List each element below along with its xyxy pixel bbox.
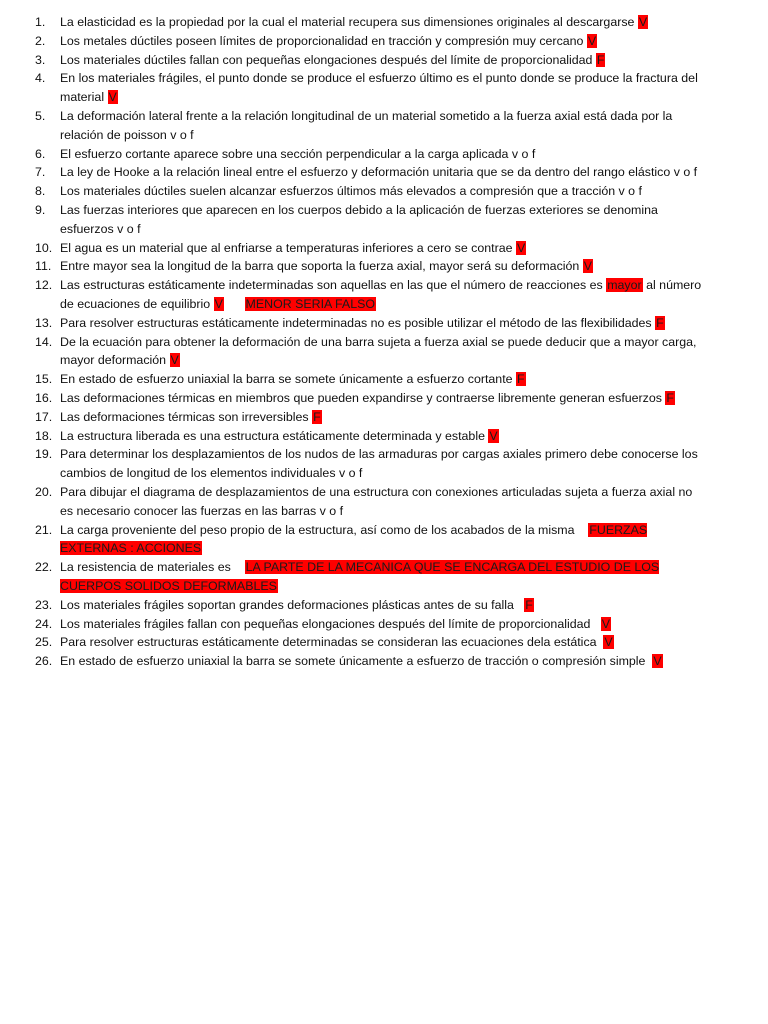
item-text: Los materiales frágiles soportan grandes deformaciones plásticas antes de su falla: [60, 597, 514, 612]
item-text: Las fuerzas interiores que aparecen en los cuerpos debido a la aplicación de fuerzas exteriores se denomina esfuerzos v o f: [60, 202, 658, 236]
item-number: 2.: [35, 33, 46, 48]
item-number: 8.: [35, 184, 46, 199]
list-item: [0, 596, 768, 615]
answer-highlight: F: [313, 409, 321, 424]
item-text: La estructura liberada es una estructura estáticamente determinada y estable: [60, 428, 485, 443]
answer-highlight: F: [596, 52, 605, 67]
answer-highlight: V: [170, 353, 179, 368]
item-number: 6.: [35, 146, 46, 161]
word-highlight: mayor: [607, 278, 642, 293]
list-item: [0, 107, 768, 145]
item-text-continued: al número de ecuaciones de equilibrio: [60, 278, 702, 311]
answer-highlight: V: [108, 90, 117, 105]
item-number: 15.: [35, 372, 53, 387]
answer-highlight: F: [666, 390, 674, 405]
answer-highlight: V: [653, 654, 662, 669]
item-number: 14.: [35, 334, 53, 349]
item-number: 4.: [35, 71, 46, 86]
item-number: 12.: [35, 278, 53, 293]
list-item: [0, 239, 768, 258]
list-item: [0, 615, 768, 634]
item-number: 11.: [35, 259, 52, 274]
answer-highlight: V: [214, 296, 223, 311]
item-number: 18.: [35, 428, 53, 443]
item-text: La elasticidad es la propiedad por la cual el material recupera sus dimensiones originales al descargarse: [60, 15, 635, 29]
item-text: Para dibujar el diagrama de desplazamientos de una estructura con conexiones articuladas sujeta a fuerza axial no es necesario conocer las fuerzas en las barras v o f: [60, 484, 693, 518]
item-number: 10.: [35, 240, 53, 255]
question-list: [0, 13, 768, 671]
list-item: [0, 445, 768, 483]
item-text: En estado de esfuerzo uniaxial la barra se somete únicamente a esfuerzo cortante: [60, 372, 513, 387]
item-number: 3.: [35, 52, 46, 67]
item-number: 20.: [35, 484, 53, 499]
list-item: [0, 370, 768, 389]
answer-highlight: F: [656, 315, 664, 330]
list-item: [0, 182, 768, 201]
note-highlight: MENOR SERIA FALSO: [245, 296, 375, 311]
answer-highlight: V: [604, 635, 613, 650]
item-text: En estado de esfuerzo uniaxial la barra se somete únicamente a esfuerzo de tracción o compresión simple: [60, 654, 646, 669]
list-item: [0, 633, 768, 652]
item-number: 1.: [35, 15, 46, 29]
item-text: La deformación lateral frente a la relación longitudinal de un material sometido a la fuerza axial está dada por la relación de poisson v o f: [60, 108, 673, 142]
list-item: [0, 257, 768, 276]
item-text: Para determinar los desplazamientos de los nudos de las armaduras por cargas axiales primero debe conocerse los cambios de longitud de los elementos individuales v o f: [60, 447, 698, 481]
item-text: Los materiales dúctiles fallan con pequeñas elongaciones después del límite de proporcionalidad: [60, 52, 593, 67]
document-body: [0, 13, 768, 671]
list-item: [0, 427, 768, 446]
list-item: [0, 314, 768, 333]
list-item: [0, 51, 768, 70]
list-item: [0, 69, 768, 107]
answer-highlight: V: [516, 240, 526, 255]
answer-highlight: V: [587, 33, 597, 48]
item-text: La carga proveniente del peso propio de la estructura, así como de los acabados de la misma: [60, 522, 575, 537]
list-item: [0, 389, 768, 408]
item-text: En los materiales frágiles, el punto donde se produce el esfuerzo último es el punto donde se produce la fractura del material: [60, 71, 698, 105]
list-item: [0, 163, 768, 182]
answer-highlight: F: [516, 372, 525, 387]
item-number: 9.: [35, 202, 46, 217]
item-number: 23.: [35, 597, 53, 612]
item-text: El agua es un material que al enfriarse a temperaturas inferiores a cero se contrae: [60, 240, 513, 255]
list-item: [0, 333, 768, 371]
item-text: Los materiales dúctiles suelen alcanzar esfuerzos últimos más elevados a compresión que a tracción v o f: [60, 184, 642, 199]
item-text: Entre mayor sea la longitud de la barra que soporta la fuerza axial, mayor será su deformación: [60, 259, 580, 274]
item-text: Para resolver estructuras estáticamente determinadas se consideran las ecuaciones dela estática: [60, 635, 597, 650]
item-text: Los materiales frágiles fallan con pequeñas elongaciones después del límite de proporcionalidad: [60, 616, 591, 631]
item-number: 7.: [35, 165, 46, 180]
item-text: De la ecuación para obtener la deformación de una barra sujeta a fuerza axial se puede deducir que a mayor carga, mayor deformación: [60, 334, 697, 368]
answer-highlight: FUERZAS EXTERNAS : ACCIONES: [60, 522, 648, 556]
list-item: [0, 145, 768, 164]
item-number: 26.: [35, 654, 53, 669]
item-number: 21.: [35, 522, 53, 537]
item-text: Los metales dúctiles poseen límites de proporcionalidad en tracción y compresión muy cercano: [60, 33, 584, 48]
item-number: 24.: [35, 616, 53, 631]
item-text: Para resolver estructuras estáticamente indeterminadas no es posible utilizar el método de las flexibilidades: [60, 315, 652, 330]
answer-highlight: LA PARTE DE LA MECANICA QUE SE ENCARGA DEL ESTUDIO DE LOS CUERPOS SOLIDOS DEFORMABLES: [60, 560, 660, 593]
item-number: 19.: [35, 447, 53, 462]
item-number: 13.: [35, 315, 53, 330]
item-number: 25.: [35, 635, 53, 650]
list-item: [0, 483, 768, 521]
list-item: [0, 408, 768, 427]
list-item: [0, 276, 768, 314]
item-number: 5.: [35, 108, 46, 123]
list-item: [0, 558, 768, 596]
list-item: [0, 201, 768, 239]
item-number: 22.: [35, 560, 53, 575]
list-item: [0, 652, 768, 671]
list-item: [0, 32, 768, 51]
answer-highlight: V: [601, 616, 610, 631]
answer-highlight: V: [638, 15, 648, 29]
item-text: La ley de Hooke a la relación lineal entre el esfuerzo y deformación unitaria que se da dentro del rango elástico v o f: [60, 165, 698, 180]
answer-highlight: F: [525, 597, 533, 612]
item-text: Las deformaciones térmicas en miembros que pueden expandirse y contraerse libremente generan esfuerzos: [60, 390, 662, 405]
answer-highlight: V: [489, 428, 498, 443]
list-item: [0, 521, 768, 559]
item-text: Las estructuras estáticamente indeterminadas son aquellas en las que el número de reacciones es: [60, 278, 603, 293]
answer-highlight: V: [583, 259, 593, 274]
item-text: La resistencia de materiales es: [60, 560, 231, 575]
item-number: 16.: [35, 390, 53, 405]
list-item: [0, 13, 768, 32]
item-number: 17.: [35, 409, 53, 424]
item-text: Las deformaciones térmicas son irreversibles: [60, 409, 309, 424]
item-text: El esfuerzo cortante aparece sobre una sección perpendicular a la carga aplicada v o f: [60, 146, 536, 161]
